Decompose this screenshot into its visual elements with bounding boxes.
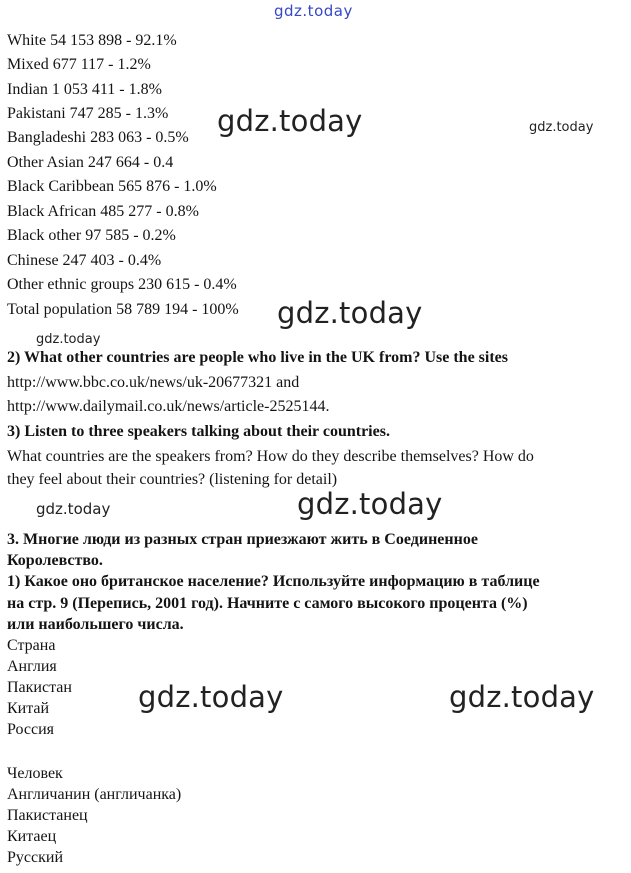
country-item: Россия [7,721,55,738]
watermark: gdz.today [449,680,595,714]
task3-heading: 3) Listen to three speakers talking about their countries. [7,423,390,440]
watermark-top: gdz.today [274,2,353,20]
census-item: Black African 485 277 - 0.8% [7,203,199,220]
census-item: Other Asian 247 664 - 0.4 [7,154,174,171]
country-item: Китай [7,700,50,717]
people-item: Англичанин (англичанка) [7,786,182,803]
census-item: White 54 153 898 - 92.1% [7,32,177,49]
watermark: gdz.today [529,120,594,135]
census-item: Bangladeshi 283 063 - 0.5% [7,129,189,146]
census-item: Mixed 677 117 - 1.2% [7,56,151,73]
census-item: Other ethnic groups 230 615 - 0.4% [7,276,237,293]
translation-heading: Королевство. [7,552,103,569]
watermark: gdz.today [36,332,101,347]
people-header: Человек [7,765,63,782]
watermark: gdz.today [297,487,443,521]
watermark: gdz.today [277,296,423,330]
translation-question: 1) Какое оно британское население? Используйте информацию в таблице [7,573,540,590]
census-total: Total population 58 789 194 - 100% [7,301,239,318]
task2-link-dailymail: http://www.dailymail.co.uk/news/article-2525144. [7,398,330,415]
translation-heading: 3. Многие люди из разных стран приезжают жить в Соединенное [7,531,478,548]
census-item: Black other 97 585 - 0.2% [7,227,176,244]
watermark: gdz.today [138,680,284,714]
task2-heading: 2) What other countries are people who live in the UK from? Use the sites [7,349,508,366]
translation-question: на стр. 9 (Перепись, 2001 год). Начните с самого высокого процента (%) [7,595,528,612]
census-item: Chinese 247 403 - 0.4% [7,252,162,269]
task2-link-bbc: http://www.bbc.co.uk/news/uk-20677321 and [7,374,300,391]
country-item: Пакистан [7,679,72,696]
translation-question: или наибольшего числа. [7,616,184,633]
country-item: Англия [7,658,57,675]
people-item: Пакистанец [7,807,88,824]
people-item: Русский [7,849,63,866]
watermark: gdz.today [217,104,363,138]
census-item: Indian 1 053 411 - 1.8% [7,81,162,98]
watermark: gdz.today [36,500,111,518]
task3-body-line: they feel about their countries? (listening for detail) [7,471,338,488]
country-header: Страна [7,637,56,654]
census-item: Black Caribbean 565 876 - 1.0% [7,178,217,195]
people-item: Китаец [7,828,57,845]
census-item: Pakistani 747 285 - 1.3% [7,105,169,122]
task3-body-line: What countries are the speakers from? How do they describe themselves? How do [7,448,534,465]
